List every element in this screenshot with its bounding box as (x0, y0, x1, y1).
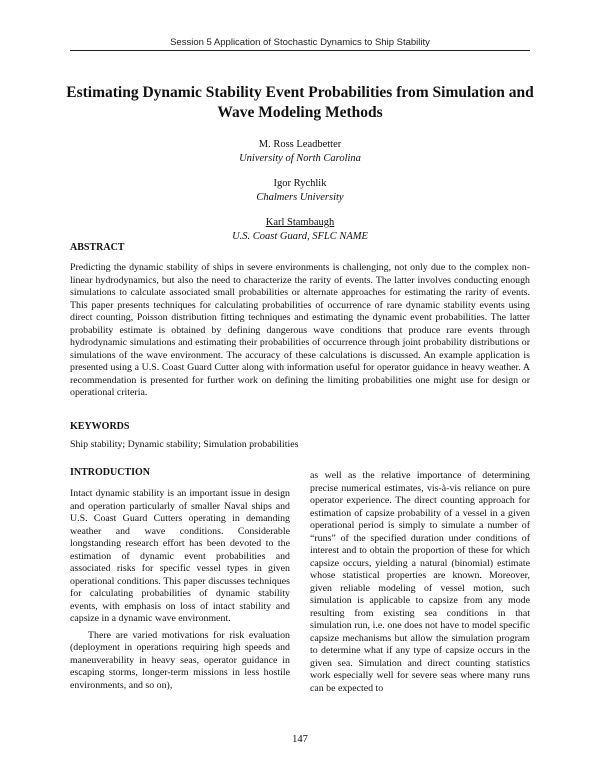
author-name: Karl Stambaugh (265, 217, 335, 228)
author-name: Igor Rychlik (273, 178, 327, 189)
abstract-text: Predicting the dynamic stability of ships in severe environments is challenging, not only due to the complex non-linear hydrodynamics, but also the need to characterize the rarity of events. The latter involves conducting enough simulations to calculate associated small probabilities or alternate approaches for estimating the rarity of events. This paper presents techniques for calculating probabilities of occurrence of rare dynamic stability events using direct counting, Poisson distribution fitting techniques and estimating the dynamic event probabilities. The latter probability estimate is obtained by defining dangerous wave conditions that produce rare events through hydrodynamic simulations and estimating their probabilities of occurrence through joint probability distributions or simulations of the wave environment. The accuracy of these calculations is discussed. An example application is presented using a U.S. Coast Guard Cutter along with information useful for operator guidance in heavy weather. A recommendation is presented for further work on defining the limiting probabilities one might use for design or operational criteria. (70, 262, 530, 398)
intro-paragraph-3: as well as the relative importance of determining precise numerical estimates, vis-à-vis reliance on pure operator experience. The direct counting approach for estimation of capsize probability of a vessel in a given operational period is simply to simulate a number of “runs” of the specified duration under conditions of interest and to obtain the proportion of these for which capsize occurs, yielding a natural (binomial) estimate whose statistical properties are known. Moreover, given reliable modeling of vessel motion, such simulation is applicable to capsize from any mode resulting from existing sea conditions in that simulation run, i.e. one does not have to model specific capsize mechanisms but allow the simulation program to determine what if any type of capsize occurs in the given sea. Simulation and direct counting statistics work especially well for severe seas where many runs can be expected to (310, 470, 530, 694)
author-affiliation: University of North Carolina (239, 153, 361, 164)
author-3 (150, 216, 450, 244)
author-affiliation: U.S. Coast Guard, SFLC NAME (232, 231, 368, 242)
intro-right-column (310, 470, 530, 695)
running-header (70, 37, 530, 51)
intro-left-column (70, 488, 290, 692)
author-affiliation: Chalmers University (256, 192, 344, 203)
page-number: 147 (292, 734, 308, 745)
abstract-heading: ABSTRACT (70, 242, 125, 253)
intro-paragraph-2: There are varied motivations for risk evaluation (deployment in operations requiring high speeds and maneuverability in heavy seas, operator guidance in escaping storms, longer-term missions in less hostile environments, and so on), (70, 629, 290, 691)
running-header-text: Session 5 Application of Stochastic Dynamics to Ship Stability (170, 37, 430, 48)
paper-title: Estimating Dynamic Stability Event Probabilities from Simulation and Wave Modeling Methods (66, 84, 534, 121)
keywords-heading: KEYWORDS (70, 421, 130, 432)
introduction-heading: INTRODUCTION (70, 467, 151, 478)
author-name: M. Ross Leadbetter (258, 139, 342, 150)
author-2 (150, 177, 450, 205)
keywords-text: Ship stability; Dynamic stability; Simulation probabilities (70, 439, 299, 450)
author-1 (150, 138, 450, 166)
intro-paragraph-1: Intact dynamic stability is an important issue in design and operation particularly of smaller Naval ships and U.S. Coast Guard Cutters operating in demanding weather and wave conditions. Considerable longstanding research effort has been devoted to the estimation of dynamic event probabilities and associated risks for specific vessel types in given operational conditions. This paper discusses techniques for calculating probabilities of dynamic stability events, with emphasis on loss of intact stability and capsize in a dynamic wave environment. (70, 488, 290, 624)
